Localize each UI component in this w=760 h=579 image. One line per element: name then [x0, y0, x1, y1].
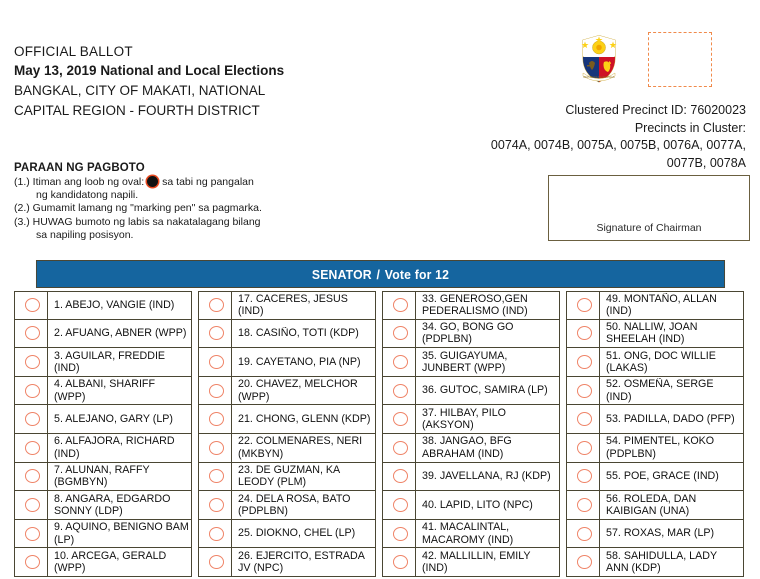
candidate-row[interactable] — [14, 520, 192, 549]
vote-oval[interactable] — [393, 384, 408, 398]
candidate-row[interactable] — [198, 491, 376, 520]
candidate-name: 38. JANGAO, BFG ABRAHAM (IND) — [422, 435, 512, 460]
candidate-name: 52. OSMEÑA, SERGE (IND) — [606, 378, 714, 403]
vote-oval[interactable] — [209, 469, 224, 483]
candidate-row[interactable] — [198, 405, 376, 434]
precincts-in-cluster-line-1: 0074A, 0074B, 0075A, 0075B, 0076A, 0077A, — [490, 138, 746, 152]
candidate-row[interactable] — [198, 520, 376, 549]
vote-oval[interactable] — [577, 412, 592, 426]
candidate-name: 39. JAVELLANA, RJ (KDP) — [422, 470, 551, 483]
candidate-name: 55. POE, GRACE (IND) — [606, 470, 719, 483]
candidate-name: 23. DE GUZMAN, KA LEODY (PLM) — [238, 463, 340, 489]
contest-title: SENATOR — [311, 266, 372, 282]
precinct-place-line-2: CAPITAL REGION - FOURTH DISTRICT — [14, 103, 260, 118]
candidate-name: 17. CACERES, JESUS (IND) — [238, 292, 348, 318]
candidate-row[interactable] — [566, 491, 744, 520]
candidate-row[interactable] — [566, 320, 744, 349]
instruction-item-1-pre: (1.) Itiman ang loob ng oval: — [14, 176, 145, 188]
candidate-name: 5. ALEJANO, GARY (LP) — [54, 412, 173, 425]
candidate-row[interactable] — [382, 434, 560, 463]
candidate-row[interactable] — [382, 463, 560, 492]
candidate-row[interactable] — [198, 548, 376, 577]
candidate-name: 37. HILBAY, PILO (AKSYON) — [422, 406, 506, 432]
candidate-name: 56. ROLEDA, DAN KAIBIGAN (UNA) — [606, 492, 697, 517]
candidate-name: 25. DIOKNO, CHEL (LP) — [238, 527, 356, 540]
instruction-item-1-continued: ng kandidatong napili. — [36, 189, 139, 202]
contest-header-bar — [36, 260, 725, 288]
candidate-name: 10. ARCEGA, GERALD (WPP) — [54, 549, 167, 575]
contest-vote-for: Vote for 12 — [384, 266, 450, 282]
vote-oval[interactable] — [577, 384, 592, 398]
vote-oval[interactable] — [25, 469, 40, 483]
candidate-name: 53. PADILLA, DADO (PFP) — [606, 412, 735, 425]
candidate-row[interactable] — [14, 434, 192, 463]
candidate-row[interactable] — [14, 548, 192, 577]
vote-oval[interactable] — [577, 469, 592, 483]
candidate-name: 9. AQUINO, BENIGNO BAM (LP) — [54, 521, 189, 546]
candidate-row[interactable] — [566, 548, 744, 577]
instructions-title: PARAAN NG PAGBOTO — [14, 162, 145, 174]
candidate-column — [14, 291, 192, 577]
vote-oval[interactable] — [209, 527, 224, 541]
candidate-row[interactable] — [566, 463, 744, 492]
candidate-name: 42. MALLILLIN, EMILY (IND) — [422, 549, 531, 575]
candidate-row[interactable] — [382, 548, 560, 577]
vote-oval[interactable] — [25, 298, 40, 312]
instruction-item-1-post: sa tabi ng pangalan — [162, 176, 254, 188]
vote-oval[interactable] — [393, 469, 408, 483]
candidate-row[interactable] — [382, 377, 560, 406]
vote-oval[interactable] — [209, 498, 224, 512]
candidate-row[interactable] — [14, 491, 192, 520]
candidate-name: 57. ROXAS, MAR (LP) — [606, 527, 715, 540]
vote-oval[interactable] — [209, 441, 224, 455]
candidate-name: 3. AGUILAR, FREDDIE (IND) — [54, 349, 166, 374]
vote-oval[interactable] — [25, 555, 40, 569]
candidate-row[interactable] — [14, 405, 192, 434]
voting-instructions — [14, 161, 354, 242]
candidate-row[interactable] — [198, 291, 376, 320]
candidate-row[interactable] — [14, 463, 192, 492]
precinct-info — [346, 102, 746, 172]
vote-oval[interactable] — [577, 326, 592, 340]
candidate-column — [566, 291, 744, 577]
vote-oval[interactable] — [25, 498, 40, 512]
candidate-name: 22. COLMENARES, NERI (MKBYN) — [238, 435, 363, 460]
official-ballot-label: OFFICIAL BALLOT — [14, 44, 133, 59]
candidate-row[interactable] — [382, 348, 560, 377]
signature-of-chairman-label: Signature of Chairman — [596, 222, 702, 234]
candidate-row[interactable] — [198, 434, 376, 463]
philippine-coat-of-arms-icon — [576, 34, 622, 84]
candidate-row[interactable] — [382, 320, 560, 349]
candidate-row[interactable] — [14, 377, 192, 406]
filled-oval-example-icon — [147, 176, 158, 187]
candidate-column — [382, 291, 560, 577]
vote-oval[interactable] — [393, 326, 408, 340]
candidate-name: 34. GO, BONG GO (PDPLBN) — [422, 320, 514, 346]
candidate-row[interactable] — [566, 377, 744, 406]
vote-oval[interactable] — [577, 498, 592, 512]
candidate-row[interactable] — [566, 291, 744, 320]
candidate-name: 19. CAYETANO, PIA (NP) — [238, 355, 361, 368]
vote-oval[interactable] — [393, 555, 408, 569]
vote-oval[interactable] — [393, 412, 408, 426]
vote-oval[interactable] — [393, 527, 408, 541]
vote-oval[interactable] — [393, 298, 408, 312]
candidate-name: 51. ONG, DOC WILLIE (LAKAS) — [606, 349, 716, 374]
candidate-row[interactable] — [382, 291, 560, 320]
candidate-row[interactable] — [566, 520, 744, 549]
instruction-item-3: (3.) HUWAG bumoto ng labis sa nakatalagang bilang — [14, 215, 261, 228]
candidate-row[interactable] — [198, 348, 376, 377]
vote-oval[interactable] — [25, 412, 40, 426]
candidate-columns — [14, 291, 747, 577]
vote-oval[interactable] — [209, 355, 224, 369]
candidate-name: 58. SAHIDULLA, LADY ANN (KDP) — [606, 549, 717, 575]
vote-oval[interactable] — [25, 527, 40, 541]
candidate-name: 35. GUIGAYUMA, JUNBERT (WPP) — [422, 349, 508, 374]
clustered-precinct-id: Clustered Precinct ID: 76020023 — [565, 103, 746, 117]
candidate-name: 4. ALBANI, SHARIFF (WPP) — [54, 378, 155, 403]
vote-oval[interactable] — [25, 326, 40, 340]
precinct-place-line-1: BANGKAL, CITY OF MAKATI, NATIONAL — [14, 83, 266, 98]
vote-oval[interactable] — [577, 355, 592, 369]
candidate-row[interactable] — [382, 405, 560, 434]
candidate-column — [198, 291, 376, 577]
senator-contest — [14, 260, 747, 577]
candidate-row[interactable] — [566, 434, 744, 463]
candidate-name: 40. LAPID, LITO (NPC) — [422, 498, 533, 511]
vote-oval[interactable] — [577, 298, 592, 312]
vote-oval[interactable] — [25, 355, 40, 369]
seal-motto: REPUBLIKA NG PILIPINAS — [583, 76, 615, 79]
instruction-item-3-continued: sa napiling posisyon. — [36, 228, 134, 241]
candidate-name: 33. GENEROSO,GEN PEDERALISMO (IND) — [422, 292, 528, 318]
candidate-name: 41. MACALINTAL, MACAROMY (IND) — [422, 521, 514, 546]
vote-oval[interactable] — [393, 441, 408, 455]
vote-oval[interactable] — [393, 355, 408, 369]
vote-oval[interactable] — [209, 384, 224, 398]
precincts-in-cluster-label: Precincts in Cluster: — [634, 120, 746, 135]
vote-oval[interactable] — [209, 326, 224, 340]
candidate-row[interactable] — [198, 320, 376, 349]
candidate-row[interactable] — [14, 320, 192, 349]
candidate-row[interactable] — [14, 348, 192, 377]
vote-oval[interactable] — [577, 555, 592, 569]
vote-oval[interactable] — [25, 384, 40, 398]
candidate-row[interactable] — [382, 491, 560, 520]
candidate-name: 8. ANGARA, EDGARDO SONNY (LDP) — [54, 492, 171, 517]
vote-oval[interactable] — [577, 527, 592, 541]
candidate-row[interactable] — [198, 377, 376, 406]
signature-of-chairman-box — [548, 175, 750, 241]
candidate-name: 36. GUTOC, SAMIRA (LP) — [422, 384, 548, 397]
candidate-name: 50. NALLIW, JOAN SHEELAH (IND) — [606, 320, 698, 346]
candidate-name: 54. PIMENTEL, KOKO (PDPLBN) — [606, 435, 715, 460]
vote-oval[interactable] — [577, 441, 592, 455]
precincts-in-cluster-line-2: 0077B, 0078A — [666, 155, 746, 170]
candidate-row[interactable] — [198, 463, 376, 492]
candidate-name: 20. CHAVEZ, MELCHOR (WPP) — [238, 378, 358, 403]
candidate-row[interactable] — [14, 291, 192, 320]
instruction-item-1 — [14, 176, 354, 189]
candidate-name: 2. AFUANG, ABNER (WPP) — [54, 327, 187, 340]
candidate-row[interactable] — [566, 405, 744, 434]
candidate-name: 6. ALFAJORA, RICHARD (IND) — [54, 435, 175, 460]
election-date: May 13, 2019 National and Local Elections — [14, 63, 285, 78]
vote-oval[interactable] — [393, 498, 408, 512]
candidate-name: 7. ALUNAN, RAFFY (BGMBYN) — [54, 463, 150, 489]
contest-separator: / — [376, 266, 381, 282]
candidate-name: 18. CASIÑO, TOTI (KDP) — [238, 327, 359, 340]
vote-oval[interactable] — [209, 412, 224, 426]
candidate-name: 21. CHONG, GLENN (KDP) — [238, 412, 371, 425]
candidate-name: 26. EJERCITO, ESTRADA JV (NPC) — [238, 549, 365, 575]
vote-oval[interactable] — [25, 441, 40, 455]
candidate-row[interactable] — [566, 348, 744, 377]
vote-oval[interactable] — [209, 555, 224, 569]
ballot-stub-placeholder-box — [648, 32, 712, 87]
candidate-name: 49. MONTAÑO, ALLAN (IND) — [606, 292, 717, 318]
vote-oval[interactable] — [209, 298, 224, 312]
instruction-item-2: (2.) Gumamit lamang ng "marking pen" sa pagmarka. — [14, 202, 262, 215]
candidate-name: 24. DELA ROSA, BATO (PDPLBN) — [238, 492, 351, 517]
candidate-name: 1. ABEJO, VANGIE (IND) — [54, 299, 175, 312]
candidate-row[interactable] — [382, 520, 560, 549]
ballot-header — [0, 0, 760, 250]
